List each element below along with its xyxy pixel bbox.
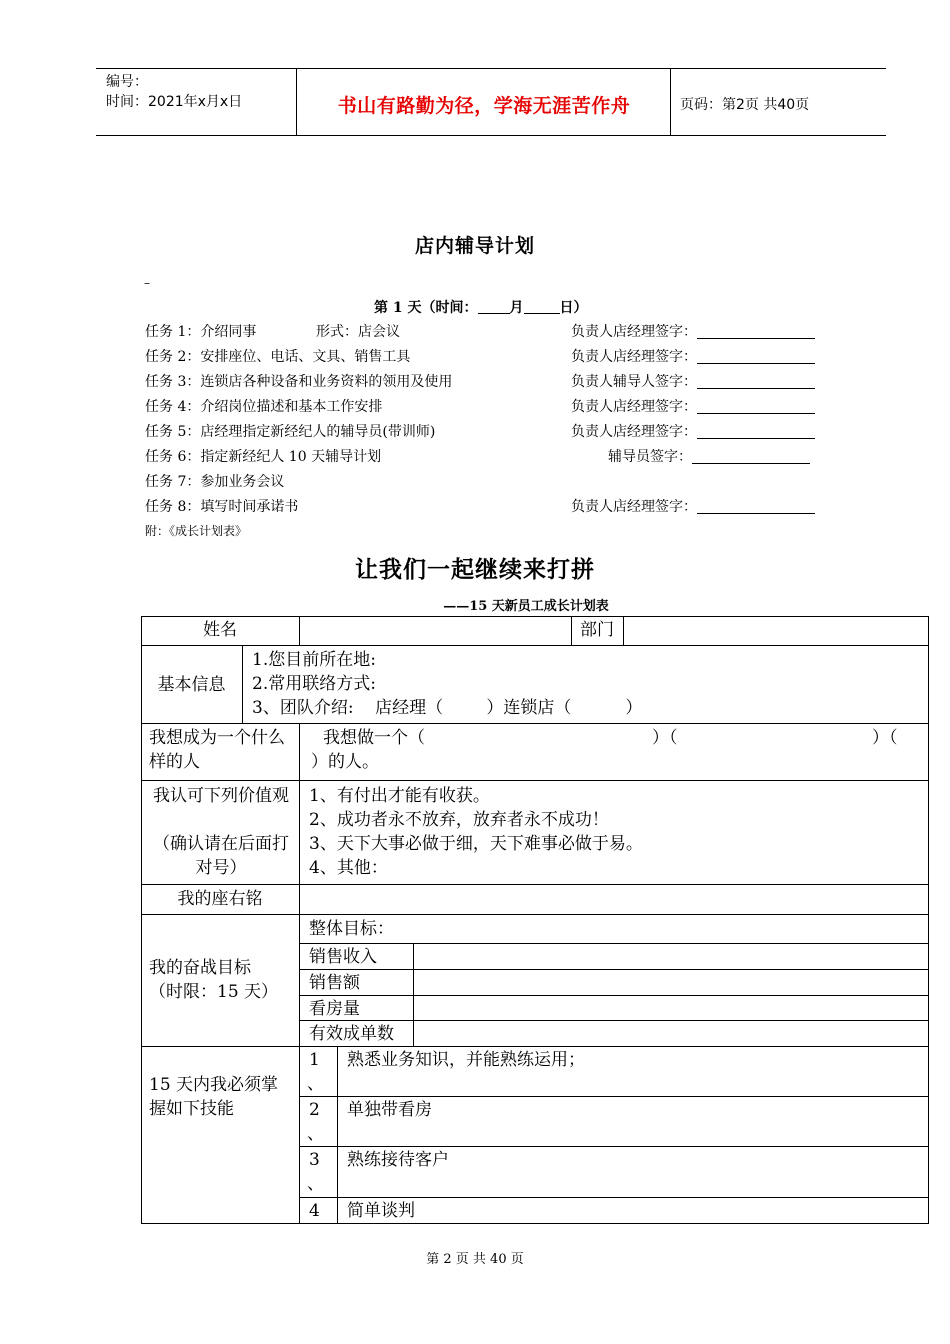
skill-num-1: 1 xyxy=(309,1050,320,1070)
sign-label: 负责人辅导人签字： xyxy=(571,374,697,390)
skill-num-3: 3 xyxy=(309,1150,320,1170)
sign-label: 负责人店经理签字： xyxy=(571,324,697,340)
goal-item-4: 有效成单数 xyxy=(309,1024,394,1044)
footer-page-number: 第 2 页 共 40 页 xyxy=(426,1252,524,1267)
task-1-format: 形式：店会议 xyxy=(316,324,400,340)
day-blank xyxy=(524,299,560,314)
task-2: 任务 2：安排座位、电话、文具、销售工具 xyxy=(145,349,411,365)
sign-label: 负责人店经理签字： xyxy=(571,399,697,415)
task-3: 任务 3：连锁店各种设备和业务资料的领用及使用 xyxy=(145,374,453,390)
header-divider xyxy=(670,68,671,135)
table-rule xyxy=(928,616,929,1223)
table-rule xyxy=(299,723,300,1223)
growth-subtitle: ——15 天新员工成长计划表 xyxy=(443,599,609,614)
goal-item-1: 销售收入 xyxy=(309,947,377,967)
want-line-1: 我想做一个（ ）（ ）（ xyxy=(323,728,898,748)
sign-label: 负责人店经理签字： xyxy=(571,349,697,365)
sign-line-2 xyxy=(571,346,815,366)
basic-line-1: 1.您目前所在地: xyxy=(252,650,376,670)
sign-line-8 xyxy=(571,496,815,516)
dept-label: 部门 xyxy=(580,620,614,640)
goal-overall: 整体目标： xyxy=(309,919,394,939)
skill-item-4: 简单谈判 xyxy=(347,1201,415,1221)
table-rule xyxy=(299,616,300,645)
value-item-1: 1、有付出才能有收获。 xyxy=(309,786,490,806)
table-rule xyxy=(141,884,929,885)
growth-title: 让我们一起继续来打拼 xyxy=(355,557,595,583)
motto-field[interactable] xyxy=(303,887,925,911)
goal-item-3: 看房量 xyxy=(309,999,360,1019)
header-number: 编号： xyxy=(106,74,148,90)
basic-line-2: 2.常用联络方式: xyxy=(252,674,376,694)
name-label: 姓名 xyxy=(203,620,237,640)
values-note: （确认请在后面打对号） xyxy=(153,834,289,878)
header-meta xyxy=(106,72,242,112)
sign-line-6 xyxy=(608,446,810,466)
table-rule xyxy=(299,995,929,996)
basic-line-3: 3、团队介绍: 店经理（ ）连锁店（ ） xyxy=(252,698,643,718)
table-rule xyxy=(337,1046,338,1223)
task-1 xyxy=(145,321,256,341)
table-rule xyxy=(413,943,414,1046)
goal-period: （时限：15 天） xyxy=(149,982,279,1002)
table-rule xyxy=(141,914,929,915)
header-bottom-rule xyxy=(96,135,886,136)
task-text: 任务 1：介绍同事 xyxy=(145,324,257,340)
sign-line-1 xyxy=(571,321,815,341)
header-slogan: 书山有路勤为径，学海无涯苦作舟 xyxy=(337,95,631,117)
value-item-3: 3、天下大事必做于细，天下难事必做于易。 xyxy=(309,834,643,854)
skill-sep: 、 xyxy=(307,1174,324,1194)
day-month: 月 xyxy=(509,300,524,316)
sign-label: 负责人店经理签字： xyxy=(571,424,697,440)
sign-blank xyxy=(697,324,815,339)
goal-item-2: 销售额 xyxy=(309,973,360,993)
sign-blank xyxy=(697,499,815,514)
day-line xyxy=(374,297,588,317)
table-rule xyxy=(141,645,929,646)
values-label: 我认可下列价值观 xyxy=(153,786,289,806)
skill-sep: 、 xyxy=(307,1124,324,1144)
task-5: 任务 5：店经理指定新经纪人的辅导员(带训师) xyxy=(145,424,436,440)
task-6: 任务 6：指定新经纪人 10 天辅导计划 xyxy=(145,449,382,465)
skill-num-2: 2 xyxy=(309,1100,320,1120)
header-divider xyxy=(296,68,297,135)
skill-item-1: 熟悉业务知识，并能熟练运用； xyxy=(347,1050,585,1070)
value-item-2: 2、成功者永不放弃，放弃者永不成功！ xyxy=(309,810,609,830)
skill-sep: 、 xyxy=(307,1074,324,1094)
header-page-number: 页码：第2页 共40页 xyxy=(680,97,810,113)
skill-num-4: 4 xyxy=(309,1201,320,1221)
table-rule xyxy=(299,969,929,970)
task-8: 任务 8：填写时间承诺书 xyxy=(145,499,299,515)
goal-label: 我的奋战目标 xyxy=(149,958,251,978)
table-rule xyxy=(623,616,624,645)
sign-line-5 xyxy=(571,421,815,441)
sign-blank xyxy=(697,424,815,439)
task-7: 任务 7：参加业务会议 xyxy=(145,474,285,490)
attachment-note: 附：《成长计划表》 xyxy=(145,524,248,538)
motto-label: 我的座右铭 xyxy=(177,889,263,909)
table-rule xyxy=(141,1223,929,1224)
sign-line-4 xyxy=(571,396,815,416)
want-label: 我想成为一个什么样的人 xyxy=(149,728,285,772)
dept-field[interactable] xyxy=(627,618,925,642)
table-rule xyxy=(299,1020,929,1021)
table-rule xyxy=(299,1197,929,1198)
table-rule xyxy=(242,645,243,723)
task-4: 任务 4：介绍岗位描述和基本工作安排 xyxy=(145,399,383,415)
table-rule xyxy=(141,723,929,724)
sign-blank xyxy=(692,449,810,464)
name-field[interactable] xyxy=(303,618,567,642)
table-rule xyxy=(299,1096,929,1097)
table-rule xyxy=(141,780,929,781)
sign-blank xyxy=(697,374,815,389)
month-blank xyxy=(478,299,510,314)
table-rule xyxy=(141,616,142,1223)
sign-label: 辅导员签字： xyxy=(608,449,692,465)
skill-item-3: 熟练接待客户 xyxy=(347,1150,449,1170)
dash-mark: – xyxy=(144,276,150,290)
day-day: 日） xyxy=(559,300,588,316)
sign-line-3 xyxy=(571,371,815,391)
growth-plan-table xyxy=(141,616,929,1224)
plan-title: 店内辅导计划 xyxy=(414,235,535,257)
header-top-rule xyxy=(96,68,886,69)
sign-blank xyxy=(697,399,815,414)
table-rule xyxy=(141,1046,929,1047)
header-time: 时间：2021年x月x日 xyxy=(106,94,243,110)
sign-blank xyxy=(697,349,815,364)
table-rule xyxy=(299,943,929,944)
want-line-2: ）的人。 xyxy=(311,752,379,772)
skill-item-2: 单独带看房 xyxy=(347,1100,432,1120)
value-item-4: 4、其他： xyxy=(309,858,388,878)
basic-info-label: 基本信息 xyxy=(157,675,226,695)
skill-label: 15 天内我必须掌握如下技能 xyxy=(149,1075,279,1119)
table-rule xyxy=(299,1146,929,1147)
day-prefix: 第 1 天（时间： xyxy=(374,300,478,316)
table-rule xyxy=(141,616,929,617)
sign-label: 负责人店经理签字： xyxy=(571,499,697,515)
